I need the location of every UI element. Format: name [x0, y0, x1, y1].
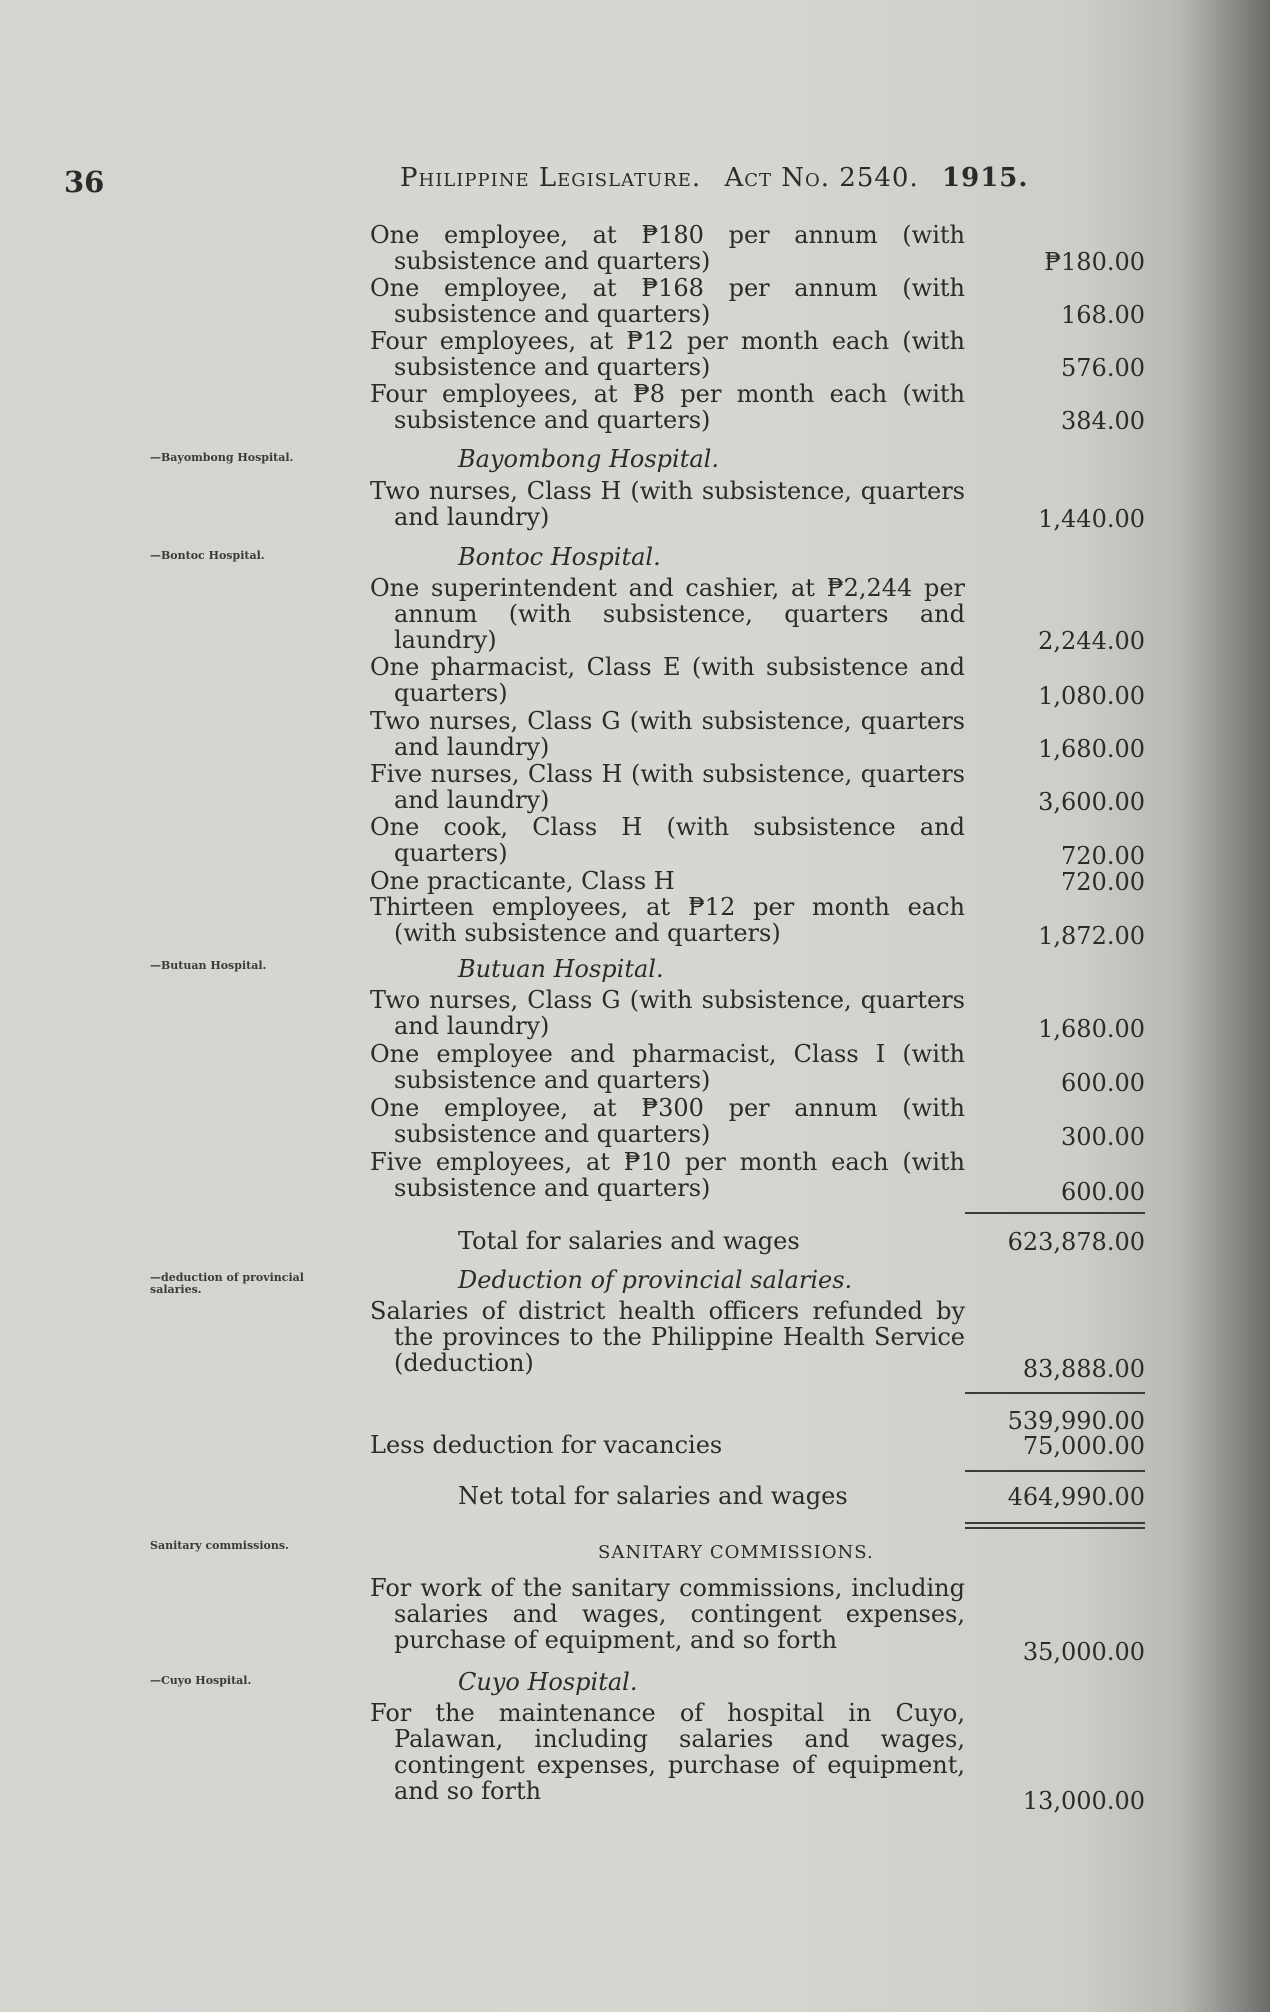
amount-13: 600.00 — [1061, 1069, 1145, 1097]
margin-note-sanitary: Sanitary commissions. — [150, 1539, 289, 1552]
entry-8: Five nurses, Class H (with subsistence, quarters and laundry) — [370, 760, 965, 814]
margin-note-cuyo: —Cuyo Hospital. — [150, 1674, 252, 1687]
entry-2: Four employees, at ₱12 per month each (with subsistence and quarters) — [370, 327, 965, 381]
amount-16: 83,888.00 — [1022, 1355, 1145, 1383]
entry-0: One employee, at ₱180 per annum (with subsistence and quarters) — [370, 221, 965, 275]
rule-double — [965, 1522, 1145, 1529]
amount-1: 168.00 — [1061, 301, 1145, 329]
amount-5: 2,244.00 — [1038, 627, 1145, 655]
amount-6: 1,080.00 — [1038, 682, 1145, 710]
subhead-sanitary: SANITARY COMMISSIONS. — [598, 1542, 874, 1563]
running-head-act: Act No. 2540. — [724, 163, 919, 193]
running-head-year: 1915. — [942, 163, 1029, 193]
margin-note-deduction: —deduction of provincial salaries. — [150, 1271, 304, 1296]
amount-8: 3,600.00 — [1038, 788, 1145, 816]
subhead-butuan: Butuan Hospital. — [458, 955, 664, 983]
rule-total — [965, 1212, 1145, 1214]
rule-subtotal — [965, 1392, 1145, 1394]
amount-19: 13,000.00 — [1022, 1787, 1145, 1815]
amount-12: 1,680.00 — [1038, 1015, 1145, 1043]
amount-3: 384.00 — [1061, 407, 1145, 435]
amount-10: 720.00 — [1061, 868, 1145, 896]
entry-4: Two nurses, Class H (with subsistence, quarters and laundry) — [370, 477, 965, 531]
amount-7: 1,680.00 — [1038, 735, 1145, 763]
amount-9: 720.00 — [1061, 842, 1145, 870]
amount-2: 576.00 — [1061, 354, 1145, 382]
entry-15: Five employees, at ₱10 per month each (with subsistence and quarters) — [370, 1148, 965, 1202]
margin-note-bayombong: —Bayombong Hospital. — [150, 451, 294, 464]
net-total-label: Net total for salaries and wages — [458, 1482, 848, 1510]
subhead-bontoc: Bontoc Hospital. — [458, 543, 661, 571]
running-head-title: Philippine Legislature. — [400, 163, 702, 193]
entry-3: Four employees, at ₱8 per month each (with subsistence and quarters) — [370, 380, 965, 434]
net-total-amount: 464,990.00 — [1007, 1483, 1145, 1511]
subhead-bayombong: Bayombong Hospital. — [458, 445, 719, 473]
amount-15: 600.00 — [1061, 1178, 1145, 1206]
amount-4: 1,440.00 — [1038, 505, 1145, 533]
entry-12: Two nurses, Class G (with subsistence, quarters and laundry) — [370, 986, 965, 1040]
entry-17: Less deduction for vacancies — [370, 1431, 723, 1459]
running-head — [400, 163, 1028, 193]
amount-18: 35,000.00 — [1022, 1638, 1145, 1666]
margin-note-bontoc: —Bontoc Hospital. — [150, 549, 265, 562]
entry-7: Two nurses, Class G (with subsistence, quarters and laundry) — [370, 707, 965, 761]
entry-16: Salaries of district health officers refunded by the provinces to the Philippine Health Service (deduction) — [370, 1297, 965, 1377]
rule-net — [965, 1470, 1145, 1472]
entry-18: For work of the sanitary commissions, including salaries and wages, contingent expenses, purchase of equipment, and so forth — [370, 1574, 965, 1654]
entry-1: One employee, at ₱168 per annum (with subsistence and quarters) — [370, 274, 965, 328]
entry-19: For the maintenance of hospital in Cuyo, Palawan, including salaries and wages, contingent expenses, purchase of equipment, and so forth — [370, 1699, 965, 1805]
subhead-deduction: Deduction of provincial salaries. — [458, 1266, 853, 1294]
entry-13: One employee and pharmacist, Class I (with subsistence and quarters) — [370, 1040, 965, 1094]
subtotal-amount: 539,990.00 — [1007, 1407, 1145, 1435]
margin-note-butuan: —Butuan Hospital. — [150, 959, 267, 972]
amount-17: 75,000.00 — [1022, 1432, 1145, 1460]
subhead-cuyo: Cuyo Hospital. — [458, 1668, 638, 1696]
total-salaries-label: Total for salaries and wages — [458, 1227, 800, 1255]
entry-10: One practicante, Class H — [370, 867, 675, 895]
total-salaries-amount: 623,878.00 — [1007, 1228, 1145, 1256]
entry-5: One superintendent and cashier, at ₱2,244 per annum (with subsistence, quarters and laundry) — [370, 574, 965, 654]
entry-6: One pharmacist, Class E (with subsistence and quarters) — [370, 653, 965, 707]
entry-11: Thirteen employees, at ₱12 per month each (with subsistence and quarters) — [370, 893, 965, 947]
entry-14: One employee, at ₱300 per annum (with subsistence and quarters) — [370, 1094, 965, 1148]
amount-0: ₱180.00 — [1044, 248, 1145, 276]
amount-14: 300.00 — [1061, 1123, 1145, 1151]
entry-9: One cook, Class H (with subsistence and quarters) — [370, 813, 965, 867]
page-number: 36 — [64, 165, 105, 199]
amount-11: 1,872.00 — [1038, 922, 1145, 950]
